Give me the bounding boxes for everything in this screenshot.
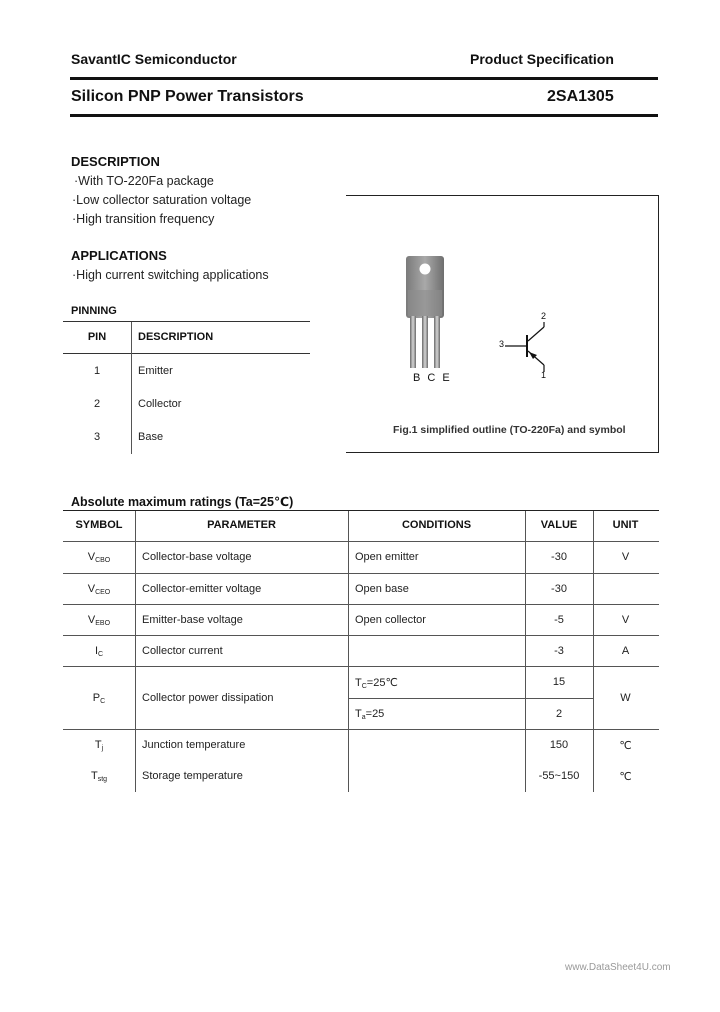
header-rule-bottom xyxy=(70,114,658,117)
ratings-divider xyxy=(135,511,136,792)
doc-type: Product Specification xyxy=(470,51,614,67)
value-cell: 2 xyxy=(555,708,563,720)
description-item: ·Low collector saturation voltage xyxy=(72,193,252,207)
pin-description: Base xyxy=(138,431,164,443)
pinning-divider xyxy=(131,322,132,454)
unit-cell: W xyxy=(620,692,631,704)
conditions-cell: Open emitter xyxy=(355,551,419,563)
ratings-rule xyxy=(63,635,659,636)
unit-cell: V xyxy=(621,551,630,563)
ratings-rule xyxy=(63,604,659,605)
parameter-cell: Collector power dissipation xyxy=(142,692,274,704)
unit-cell: A xyxy=(621,645,630,657)
package-pin-letters: B C E xyxy=(413,372,452,384)
conditions-cell: Open collector xyxy=(355,614,426,626)
ratings-rule xyxy=(348,698,593,699)
symbol-cell: $V_{CBO}$ xyxy=(87,551,111,564)
figure-border xyxy=(346,195,659,196)
unit-cell: ℃ xyxy=(619,771,632,783)
pin-number: 2 xyxy=(93,398,101,410)
pinning-heading: PINNING xyxy=(71,305,117,317)
ratings-rule xyxy=(63,510,659,511)
pinning-col-desc: DESCRIPTION xyxy=(138,331,214,343)
symbol-cell: $I_C$ xyxy=(94,645,104,658)
value-cell: 15 xyxy=(552,676,566,688)
col-parameter: PARAMETER xyxy=(207,519,276,531)
applications-item: ·High current switching applications xyxy=(72,268,269,282)
ratings-rule xyxy=(63,573,659,574)
parameter-cell: Collector current xyxy=(142,645,223,657)
pinning-col-pin: PIN xyxy=(87,331,107,343)
parameter-cell: Collector-emitter voltage xyxy=(142,583,262,595)
conditions-cell: $T_C=25℃$ xyxy=(355,677,398,690)
col-conditions: CONDITIONS xyxy=(401,519,472,531)
footer-watermark: www.DataSheet4U.com xyxy=(565,962,671,973)
ratings-rule xyxy=(63,666,659,667)
symbol-pin-label: 1 xyxy=(541,370,547,380)
pnp-transistor-symbol xyxy=(505,322,555,374)
ratings-rule xyxy=(63,541,659,542)
value-cell: -3 xyxy=(554,645,564,657)
pinning-rule xyxy=(63,353,310,354)
value-cell: -30 xyxy=(551,583,567,595)
figure-border xyxy=(658,195,659,453)
product-line-title: Silicon PNP Power Transistors xyxy=(71,88,304,105)
header-rule-top xyxy=(70,77,658,80)
parameter-cell: Collector-base voltage xyxy=(142,551,252,563)
symbol-cell: $T_{stg}$ xyxy=(90,770,108,783)
col-symbol: SYMBOL xyxy=(75,519,123,531)
description-heading: DESCRIPTION xyxy=(71,154,160,169)
unit-cell: V xyxy=(621,614,630,626)
ratings-rule xyxy=(63,729,659,730)
col-value: VALUE xyxy=(540,519,578,531)
applications-heading: APPLICATIONS xyxy=(71,248,167,263)
figure-caption: Fig.1 simplified outline (TO-220Fa) and symbol xyxy=(393,424,626,436)
symbol-cell: $T_j$ xyxy=(94,739,104,752)
pin-description: Emitter xyxy=(138,365,173,377)
symbol-cell: $V_{EBO}$ xyxy=(87,614,111,627)
part-number: 2SA1305 xyxy=(547,88,614,105)
parameter-cell: Storage temperature xyxy=(142,770,243,782)
col-unit: UNIT xyxy=(612,519,639,531)
description-item: ·High transition frequency xyxy=(72,212,215,226)
to220fa-package-image xyxy=(398,250,454,374)
symbol-cell: $V_{CEO}$ xyxy=(87,583,111,596)
value-cell: -5 xyxy=(554,614,564,626)
symbol-pin-label: 2 xyxy=(541,311,547,321)
pin-number: 1 xyxy=(93,365,101,377)
figure-border xyxy=(346,452,659,453)
value-cell: -55~150 xyxy=(538,770,580,782)
ratings-heading: Absolute maximum ratings (Ta=25℃) xyxy=(71,495,294,509)
symbol-cell: $P_C$ xyxy=(92,692,106,705)
pinning-rule xyxy=(63,321,310,322)
symbol-pin-label: 3 xyxy=(499,339,505,349)
conditions-cell: Open base xyxy=(355,583,409,595)
ratings-divider xyxy=(348,511,349,792)
company-name: SavantIC Semiconductor xyxy=(71,51,237,67)
pin-number: 3 xyxy=(93,431,101,443)
value-cell: -30 xyxy=(551,551,567,563)
parameter-cell: Junction temperature xyxy=(142,739,246,751)
value-cell: 150 xyxy=(549,739,569,751)
parameter-cell: Emitter-base voltage xyxy=(142,614,243,626)
pin-description: Collector xyxy=(138,398,182,410)
conditions-cell: $T_a=25$ xyxy=(355,708,385,721)
unit-cell: ℃ xyxy=(619,740,632,752)
description-item: ·With TO-220Fa package xyxy=(74,174,214,188)
